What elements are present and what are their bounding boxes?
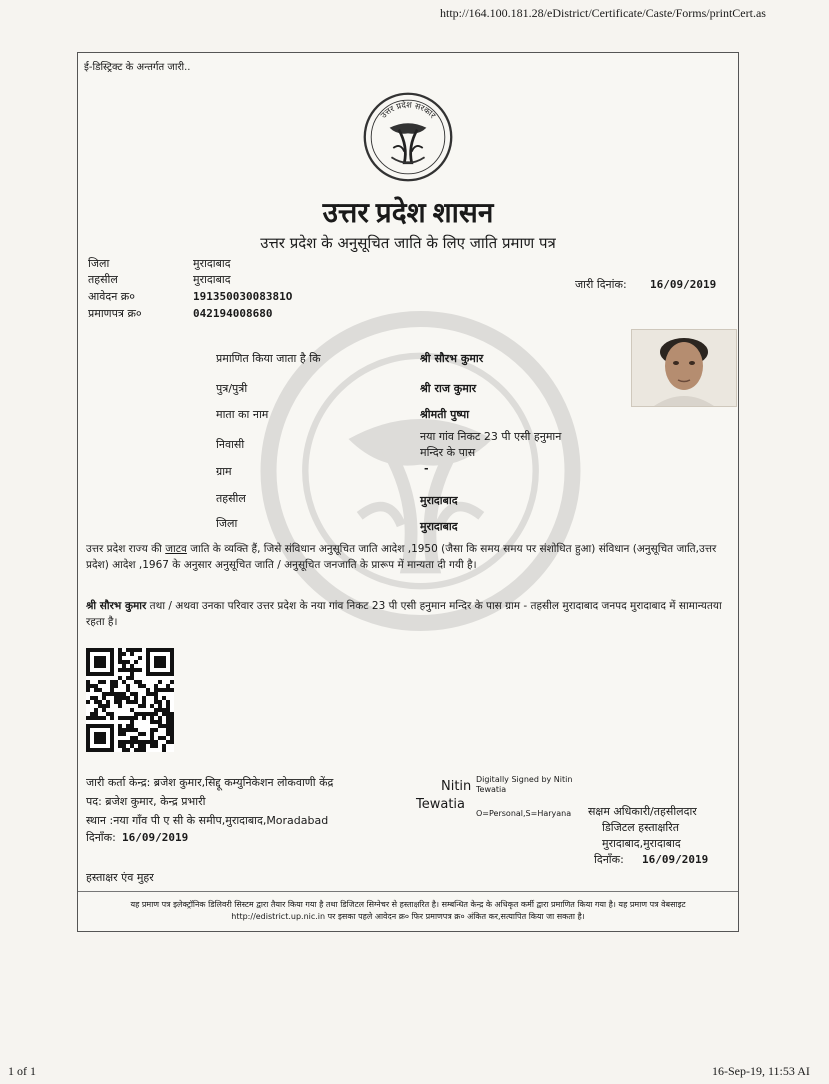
issue-date-label: जारी दिनांक:: [575, 278, 627, 291]
authority-date-value: 16/09/2019: [642, 853, 709, 866]
certify-label: प्रमाणित किया जाता है कि: [216, 352, 321, 365]
applicant-photo: [631, 329, 737, 407]
detail-tehsil-label: तहसील: [216, 492, 246, 505]
authority-date-label: दिनाँक:: [594, 853, 624, 866]
detail-tehsil-value: मुरादाबाद: [420, 494, 458, 507]
district-value: मुरादाबाद: [193, 257, 231, 270]
para2-name: श्री सौरभ कुमार: [86, 600, 147, 612]
issue-date-value: 16/09/2019: [650, 278, 717, 291]
certificate-subtitle: उत्तर प्रदेश के अनुसूचित जाति के लिए जाति प्रमाण पत्र: [260, 234, 556, 252]
village-label: ग्राम: [216, 465, 232, 478]
tehsil-label: तहसील: [88, 273, 118, 286]
caste-name: जाटव: [165, 543, 187, 555]
para2-body: तथा / अथवा उनका परिवार उत्तर प्रदेश के नया गांव निकट 23 पी एसी हनुमान मन्दिर के पास ग्राम - तहसील मुरादाबाद जनपद मुरादाबाद में सामान्यतया रहता है।: [86, 600, 722, 628]
issuer-place: स्थान :नया गाँव पी ए सी के समीप,मुरादाबाद,Moradabad: [86, 814, 329, 827]
resident-line1: नया गांव निकट 23 पी एसी हनुमान: [420, 430, 562, 443]
caste-declaration-paragraph: [86, 541, 728, 573]
para1-intro: उत्तर प्रदेश राज्य की: [86, 543, 162, 555]
authority-designation: सक्षम अधिकारी/तहसीलदार: [588, 805, 697, 818]
digitally-signed-by-line1: Digitally Signed by Nitin: [476, 775, 573, 784]
certificate-no-label: प्रमाणपत्र क्र०: [88, 307, 142, 320]
footer-note: यह प्रमाण पत्र इलेक्ट्रॉनिक डिलिवरी सिस्टम द्वारा तैयार किया गया है तथा डिजिटल सिग्नेचर से हस्ताक्षरित है। सम्बन्धित केन्द्र के अधिकृत कर्मी द्वारा प्रमाणित किया गया है। यह प्रमाण पत्र वेबसाइट http://edistrict.up.nic.in पर इसका पहले आवेदन क्र० फिर प्रमाणपत्र क्र० अंकित कर,सत्यापित किया जा सकता है।: [130, 900, 686, 921]
digital-signer-last-name: Tewatia: [416, 797, 466, 812]
residence-paragraph: [86, 598, 728, 630]
issuer-centre: जारी कर्ता केन्द्र: ब्रजेश कुमार,सिद्दू कम्युनिकेशन लोकवाणी केंद्र: [86, 776, 334, 789]
certificate-title: उत्तर प्रदेश शासन: [322, 198, 494, 229]
village-value: -: [424, 462, 429, 475]
print-timestamp: 16-Sep-19, 11:53 AI: [712, 1064, 810, 1078]
footer-divider: [78, 891, 738, 892]
certificate-no-value: 042194008680: [193, 307, 273, 320]
resident-line2: मन्दिर के पास: [420, 446, 476, 459]
caste-certificate: [77, 52, 739, 932]
applicant-name: श्री सौरभ कुमार: [420, 352, 484, 365]
authority-digitally-signed: डिजिटल हस्ताक्षरित: [602, 821, 679, 834]
district-label: जिला: [88, 257, 110, 270]
issuer-date-value: 16/09/2019: [122, 831, 189, 844]
svg-text:उत्तर प्रदेश सरकार: उत्तर प्रदेश सरकार: [378, 99, 438, 121]
mother-label: माता का नाम: [216, 408, 269, 421]
up-state-emblem-icon: [362, 91, 454, 183]
mother-value: श्रीमती पुष्पा: [420, 408, 470, 421]
parent-value: श्री राज कुमार: [420, 382, 477, 395]
authority-location: मुरादाबाद,मुरादाबाद: [602, 837, 681, 850]
page-indicator: 1 of 1: [8, 1064, 36, 1078]
detail-district-label: जिला: [216, 517, 238, 530]
detail-district-value: मुरादाबाद: [420, 520, 458, 533]
tehsil-value: मुरादाबाद: [193, 273, 231, 286]
issuer-post: पद: ब्रजेश कुमार, केन्द्र प्रभारी: [86, 795, 206, 808]
para1-body: जाति के व्यक्ति हैं, जिसे संविधान अनुसूचित जाति आदेश ,1950 (जैसा कि समय समय पर संशोधित हुआ) संविधान (अनुसूचित जाति,उत्तर प्रदेश) आदेश ,1967 के अनुसार अनुसूचित जाति / अनुसूचित जनजाति के प्रारूप में मान्यता दी गयी है।: [86, 543, 717, 571]
issuer-date-label: दिनाँक:: [86, 831, 116, 844]
digital-signer-first-name: Nitin: [441, 779, 472, 794]
application-no-value: 19135003008381О: [193, 290, 293, 303]
parent-label: पुत्र/पुत्री: [216, 382, 248, 395]
resident-label: निवासी: [216, 438, 245, 451]
application-no-label: आवेदन क्र०: [88, 290, 135, 303]
qr-code-icon: [86, 648, 174, 752]
digitally-signed-by-line2: Tewatia: [476, 785, 507, 794]
issued-under-text: ई-डिस्ट्रिक्ट के अन्तर्गत जारी..: [84, 62, 191, 73]
digital-signature-org: O=Personal,S=Haryana: [476, 809, 572, 818]
sign-and-seal-label: हस्ताक्षर एंव मुहर: [86, 871, 154, 884]
page-url: http://164.100.181.28/eDistrict/Certificate/Caste/Forms/printCert.as: [440, 6, 766, 20]
